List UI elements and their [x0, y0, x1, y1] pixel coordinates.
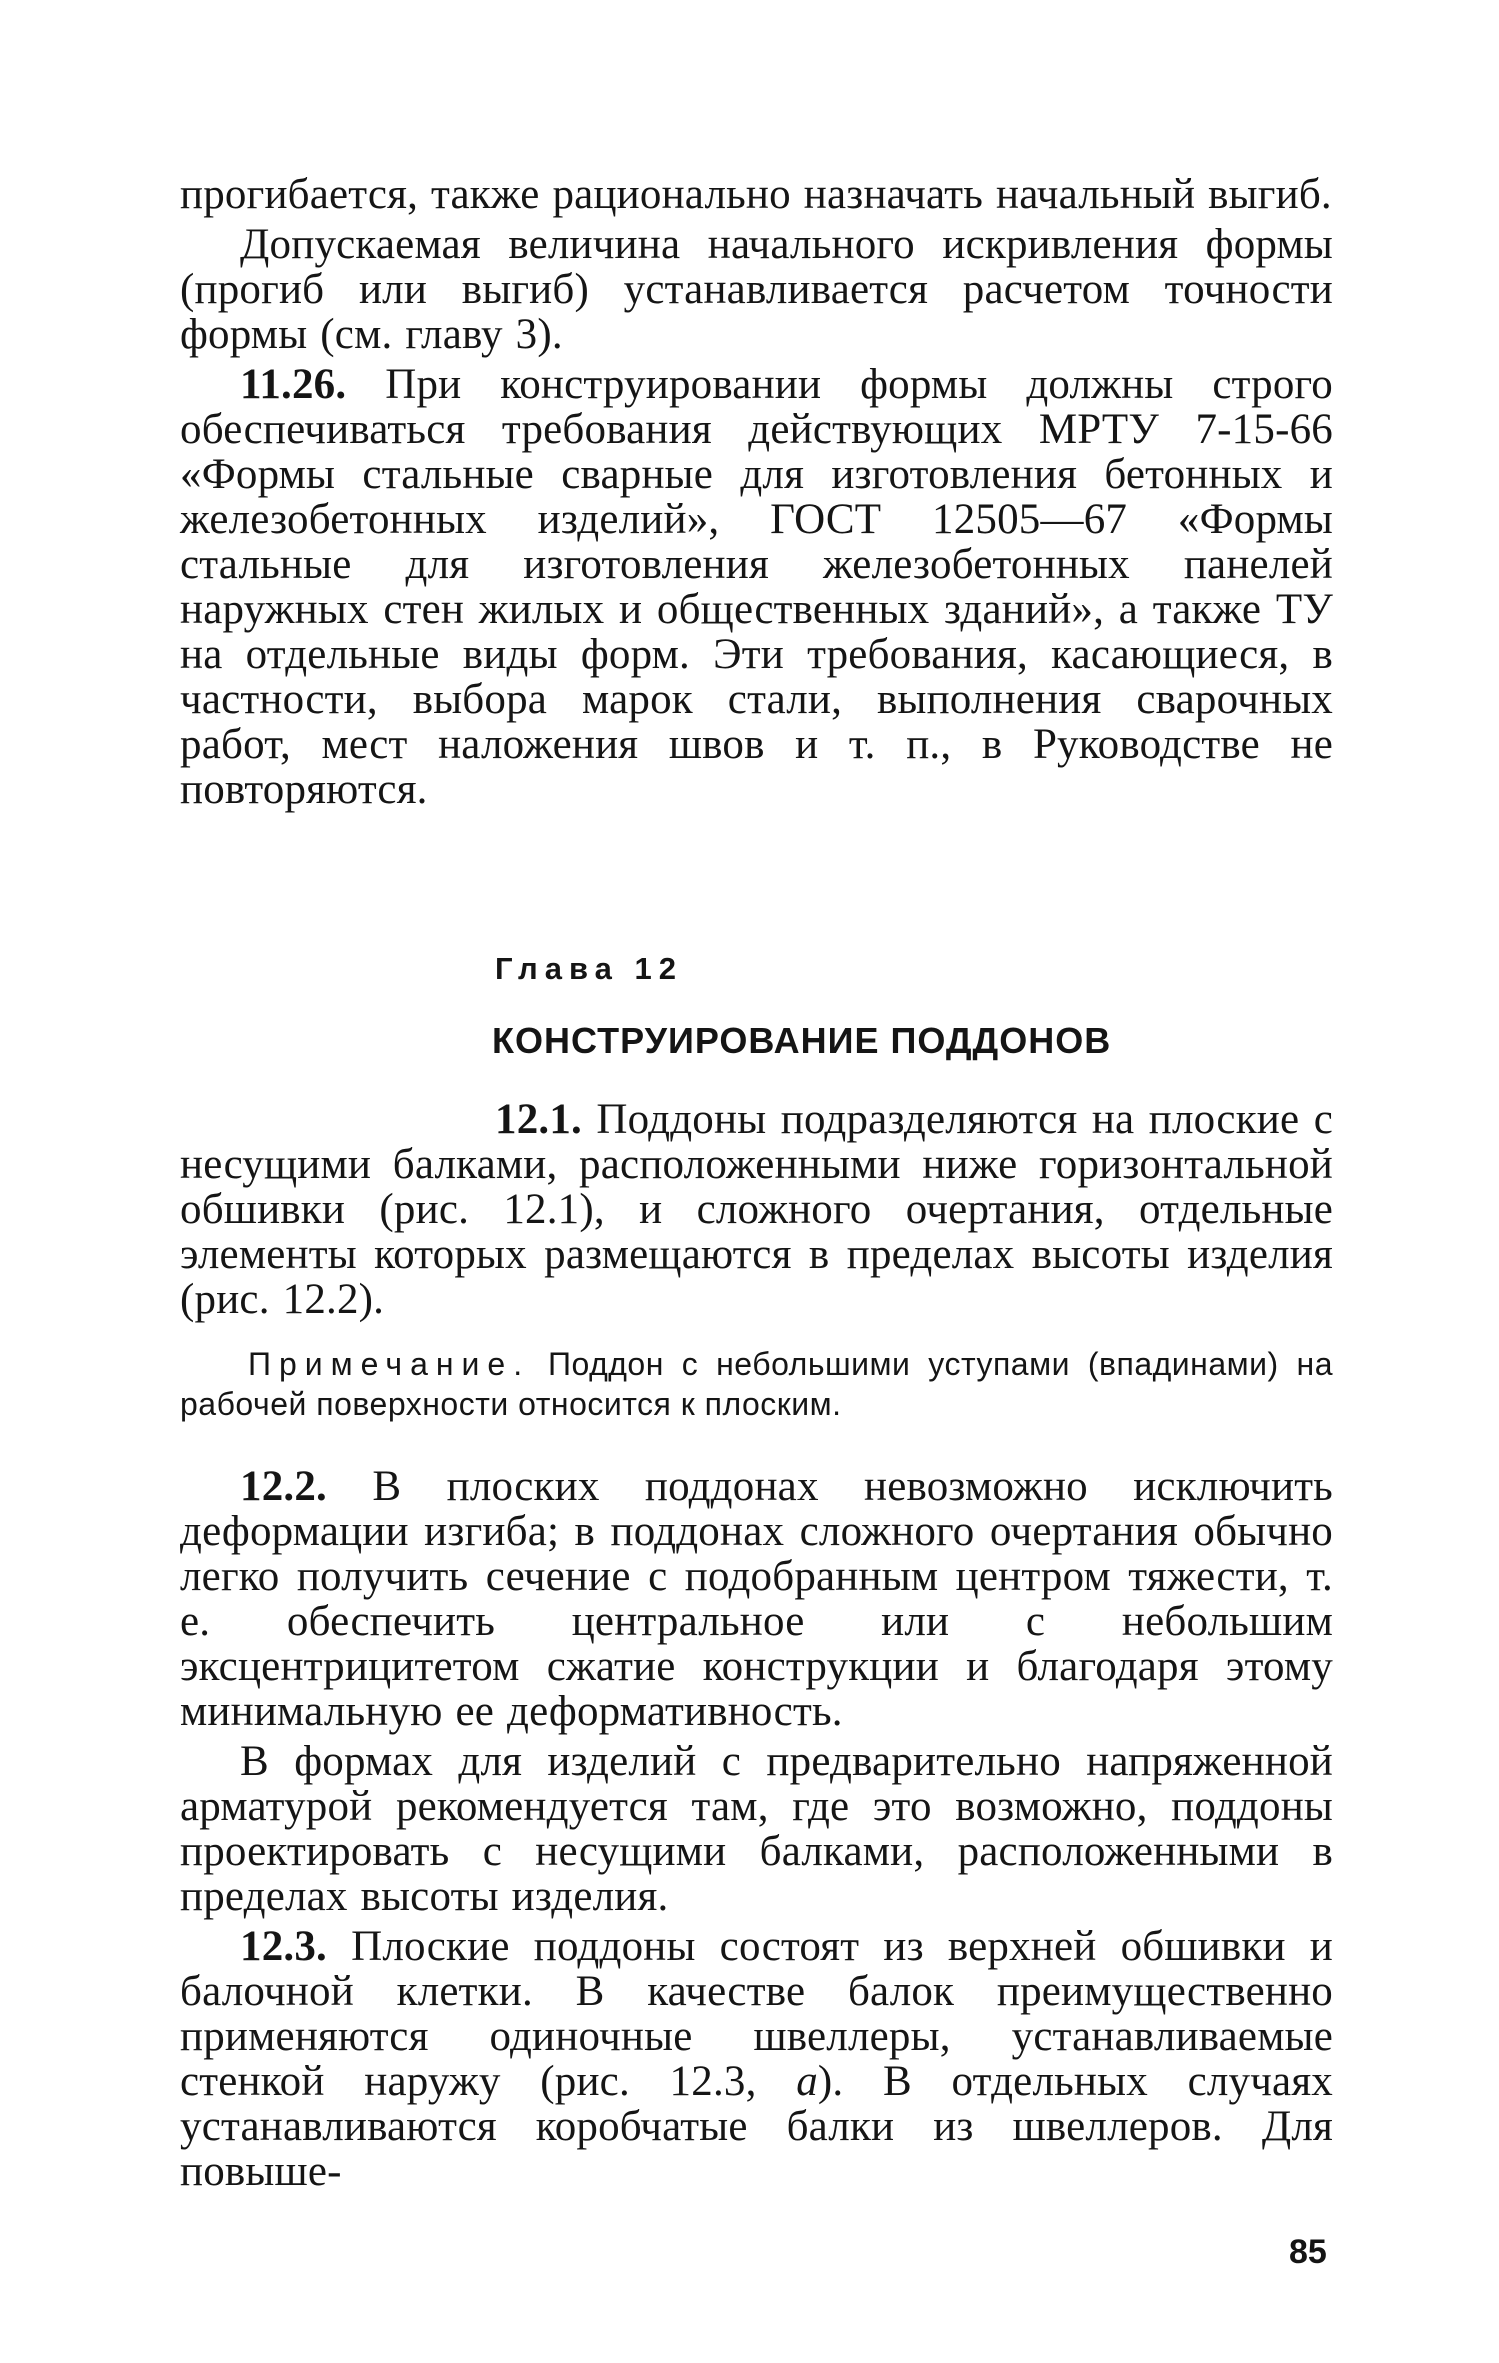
paragraph-12-3-text-b: ). В отдельных случаях устанавливаются коробчатые балки из швеллеров. Для повыше- [180, 2058, 1334, 2195]
paragraph-12-1 [180, 1097, 1333, 1322]
note-label: Примечание. [248, 1346, 531, 1382]
paragraph-12-1-text: Поддоны подразделяются на плоские с несущими балками, расположенными ниже горизонтальной обшивки (рис. 12.1), и сложного очертания, отдельные элементы которых размещаются в пределах высоты изделия (рис. 12.2). [180, 1096, 1333, 1323]
note-text: Поддон с небольшими уступами (впадинами) на рабочей поверхности относится к плоским. [180, 1346, 1333, 1422]
chapter-12-body [180, 1097, 1333, 2199]
paragraph-12-3 [180, 1924, 1333, 2194]
section-number-12-2: 12.2. [240, 1463, 327, 1510]
section-number-12-1: 12.1. [495, 1096, 582, 1143]
paragraph-12-2 [180, 1464, 1333, 1734]
section-number-11-26: 11.26. [240, 361, 347, 408]
chapter-label: Глава 12 [495, 951, 683, 986]
paragraph-11-26 [180, 362, 1333, 812]
paragraph-12-3-text-a: Плоские поддоны состоят из верхней обшивки и балочной клетки. В качестве балок преимущественно применяются одиночные швеллеры, устанавливаемые стенкой наружу (рис. 12.3, [180, 1923, 1333, 2105]
chapter-title: КОНСТРУИРОВАНИЕ ПОДДОНОВ [492, 1020, 1112, 1061]
note [180, 1344, 1333, 1424]
paragraph-tolerance: Допускаемая величина начального искривления формы (прогиб или выгиб) устанавливается расчетом точности формы (см. главу 3). [180, 221, 1333, 358]
page-number: 85 [1289, 2233, 1327, 2271]
paragraph-prestressed: В формах для изделий с предварительно напряженной арматурой рекомендуется там, где это возможно, поддоны проектировать с несущими балками, расположенными в пределах высоты изделия. [180, 1738, 1333, 1920]
paragraph-12-2-text: В плоских поддонах невозможно исключить деформации изгиба; в поддонах сложного очертания обычно легко получить сечение с подобранным центром тяжести, т. е. обеспечить центральное или с небольшим эксцентрицитетом сжатие конструкции и благодаря этому минимальную ее деформативность. [180, 1463, 1333, 1735]
paragraph-11-26-text: При конструировании формы должны строго обеспечиваться требования действующих МРТУ 7-15-66 «Формы стальные сварные для изготовления бетонных и железобетонных изделий», ГОСТ 12505—67 «Формы стальные для изготовления железобетонных панелей наружных стен жилых и общественных зданий», а также ТУ на отдельные виды форм. Эти требования, касающиеся, в частности, выбора марок стали, выполнения сварочных работ, мест наложения швов и т. п., в Руководстве не повторяются. [180, 361, 1333, 813]
paragraph-continued: прогибается, также рационально назначать начальный выгиб. [180, 171, 1332, 218]
paragraph-12-3-italic: а [796, 2058, 818, 2105]
section-number-12-3: 12.3. [240, 1923, 327, 1970]
page-body [180, 172, 1333, 817]
